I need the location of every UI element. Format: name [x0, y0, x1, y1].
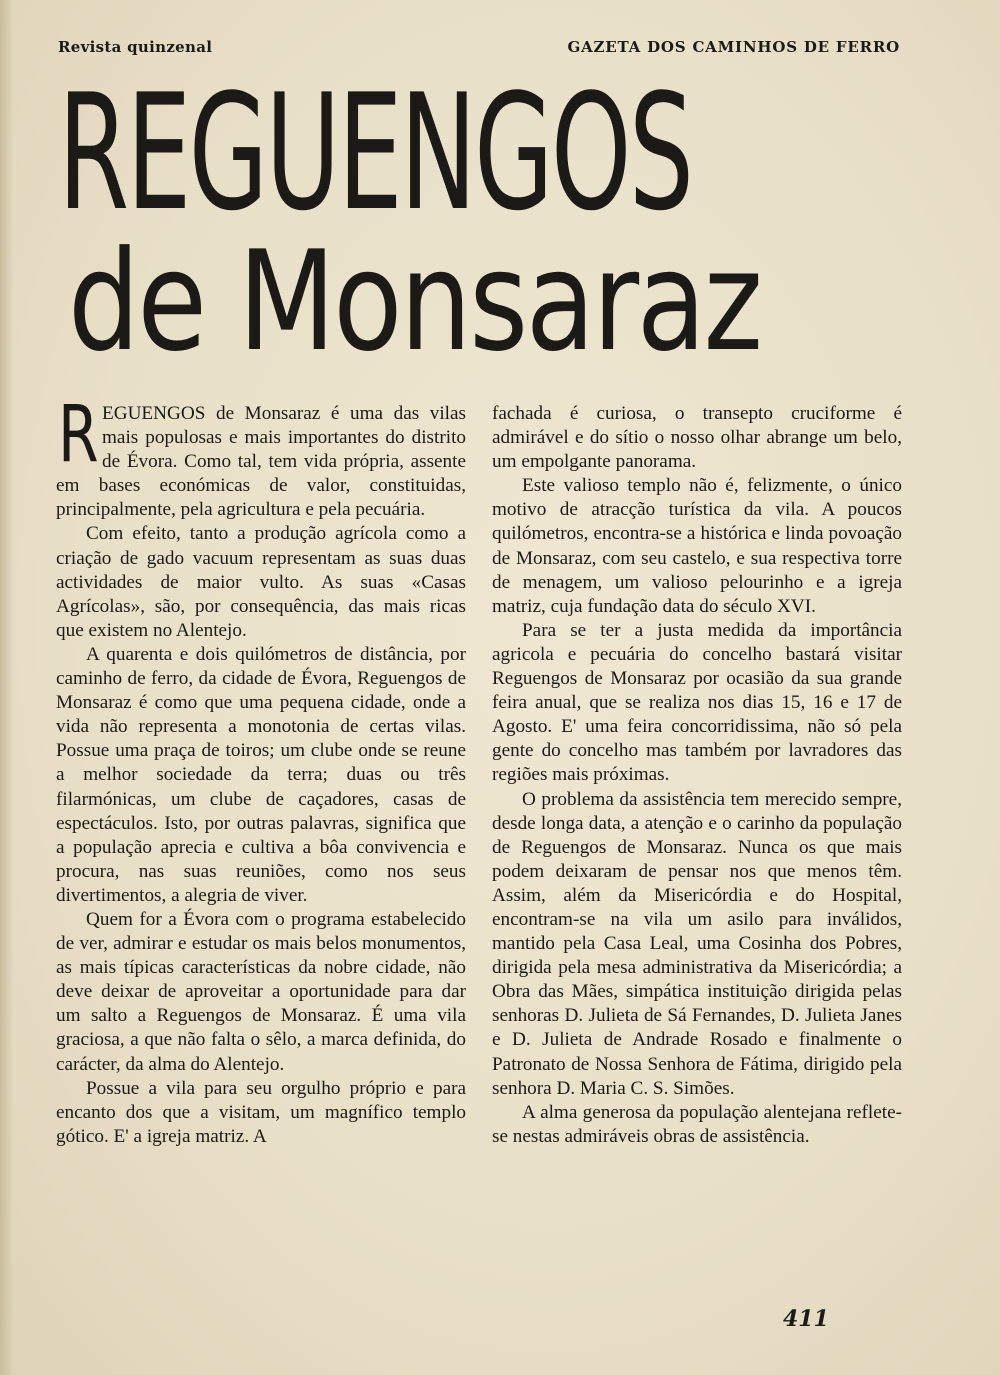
- article-paragraph: [56, 390, 466, 522]
- article-column-right: [492, 402, 902, 1149]
- page-edge-shadow: [0, 0, 14, 1375]
- page-number: 411: [783, 1306, 829, 1332]
- article-column-left: [56, 390, 466, 1149]
- article-paragraph: Com efeito, tanto a produção agrícola como a criação de gado vacuum representam as suas duas actividades de maior vulto. As suas «Casas Agrícolas», são, por consequência, das mais ricas que existem no Alentejo.: [56, 523, 466, 641]
- article-title-line-2: de Monsaraz: [68, 221, 761, 382]
- article-title-line-1: REGUENGOS: [58, 59, 692, 246]
- article-paragraph: fachada é curiosa, o transepto cruciforme é admirável e do sítio o nosso olhar abrange um belo, um empolgante panorama.: [492, 403, 902, 473]
- article-paragraph: O problema da assistência tem merecido sempre, desde longa data, a atenção e o carinho da população de Reguengos de Monsaraz. Nunca os que mais podem deixaram de pensar nos que menos têm. Assim, além da Misericórdia e do Hospital, encontram-se na vila um asilo para inválidos, mantido pela Casa Leal, uma Cosinha dos Pobres, dirigida pela mesa administrativa da Misericórdia; a Obra das Mães, simpática instituição dirigida pelas senhoras D. Julieta de Sá Fernandes, D. Julieta Janes e D. Julieta de Andrade Rosado e finalmente o Patronato de Nossa Senhora de Fátima, dirigido pela senhora D. Maria C. S. Simões.: [492, 788, 902, 1099]
- article-paragraph: Este valioso templo não é, felizmente, o único motivo de atracção turística da vila. A poucos quilómetros, encontra-se a histórica e linda povoação de Monsaraz, com seu castelo, e sua respectiva torre de menagem, um valioso pelourinho e a igreja matriz, cuja fundação data do século XVI.: [492, 475, 902, 617]
- article-paragraph: A quarenta e dois quilómetros de distância, por caminho de ferro, da cidade de Évora, Reguengos de Monsaraz é como que uma pequena cidade, onde a vida não representa a monotonia de certas vilas. Possue uma praça de toiros; um clube onde se reune a melhor sociedade da terra; duas ou três filarmónicas, um clube de caçadores, casas de espectáculos. Isto, por outras palavras, significa que a população aprecia e cultiva a bôa convivencia e procura, nas suas reuniões, como nos seus divertimentos, a alegria de viver.: [56, 643, 466, 906]
- article-paragraph: A alma generosa da população alentejana reflete-se nestas admiráveis obras de assistência.: [492, 1101, 902, 1147]
- article-paragraph: Possue a vila para seu orgulho próprio e para encanto dos que a visitam, um magnífico templo gótico. E' a igreja matriz. A: [56, 1077, 466, 1147]
- article-paragraph: Para se ter a justa medida da importância agricola e pecuária do concelho bastará visitar Reguengos de Monsaraz por ocasião da sua grande feira anual, que se realiza nos dias 15, 16 e 17 de Agosto. E' uma feira concorridissima, não só pela gente do concelho mas também por lavradores das regiões mais próximas.: [492, 619, 902, 786]
- article-paragraph: Quem for a Évora com o programa estabelecido de ver, admirar e estudar os mais belos monumentos, as mais típicas características da nobre cidade, não deve deixar de aproveitar a oportunidade para dar um salto a Reguengos de Monsaraz. É uma vila graciosa, a que não falta o sêlo, a marca definida, do carácter, da alma do Alentejo.: [56, 908, 466, 1075]
- running-header-left: Revista quinzenal: [58, 38, 213, 56]
- drop-cap: R: [58, 390, 99, 480]
- paragraph-text: EGUENGOS de Monsaraz é uma das vilas mais populosas e mais importantes do distrito de Évora. Como tal, tem vida própria, assente em bases económicas de valor, constituidas, principalmente, pela agricultura e pela pecuária.: [56, 403, 466, 521]
- running-header-right: GAZETA DOS CAMINHOS DE FERRO: [567, 38, 900, 56]
